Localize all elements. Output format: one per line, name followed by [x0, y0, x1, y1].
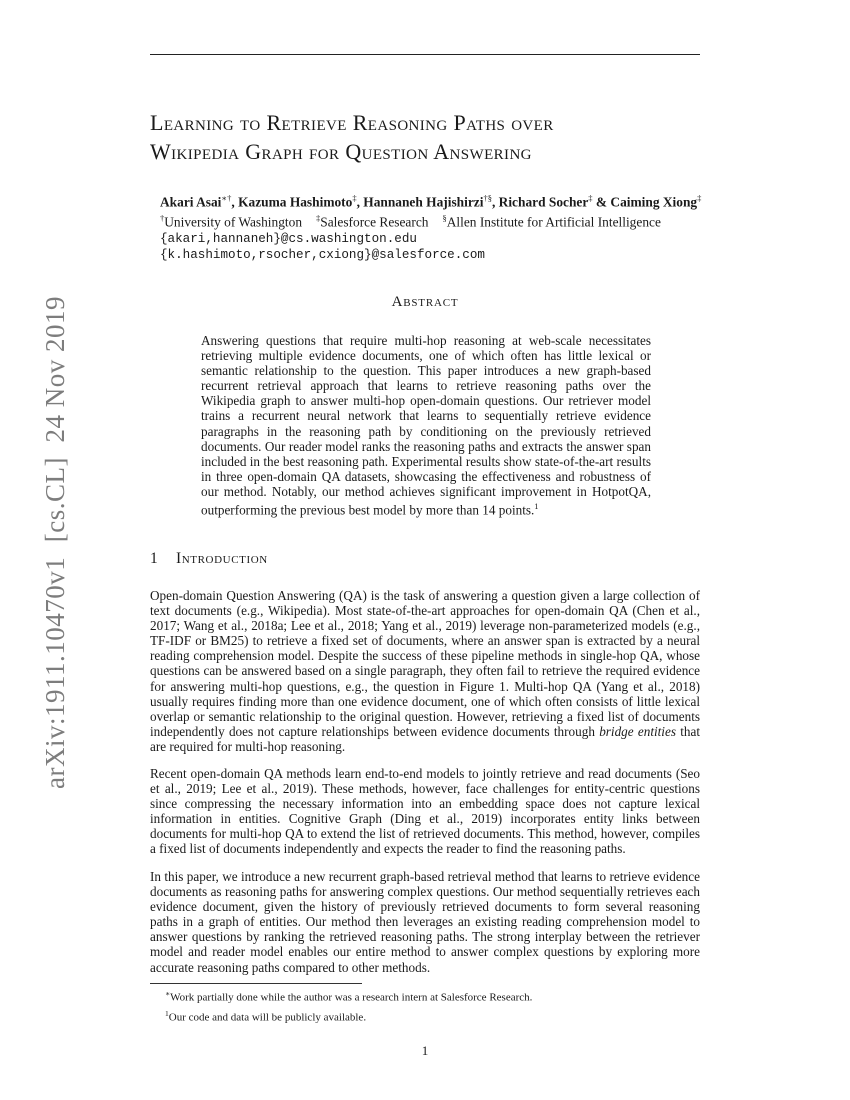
intro-paragraph-3: In this paper, we introduce a new recurrent graph-based retrieval method that learns to retrieve evidence documents as reasoning paths for answering complex questions. Our method sequentially retrieves each evidence document, given the history of previously retrieved documents to form several reasoning paths in a graph of entities. Our method then leverages an existing reading comprehension model to answer questions by ranking the retrieved reasoning paths. The strong interplay between the retriever model and reader model enables our entire method to answer complex questions by exploring more accurate reasoning paths compared to other methods.	[150, 869, 700, 975]
aff-mark: †	[160, 213, 165, 224]
footnote-text: Work partially done while the author was a research intern at Salesforce Research.	[170, 991, 533, 1004]
footnote-mark: 1	[534, 501, 539, 512]
author-mark: †§	[483, 193, 492, 203]
author-mark: ∗†	[221, 193, 232, 203]
arxiv-stamp: arXiv:1911.10470v1 [cs.CL] 24 Nov 2019	[40, 296, 70, 789]
author-sep: ,	[231, 194, 239, 210]
author-block	[160, 190, 740, 263]
author-mark: ‡	[697, 193, 702, 203]
email-line: {akari,hannaneh}@cs.washington.edu	[160, 231, 417, 246]
affiliation: Salesforce Research	[320, 214, 429, 230]
top-rule	[150, 54, 700, 55]
paragraph-text: that are required for multi-hop reasoning.	[150, 723, 700, 754]
affiliation: University of Washington	[164, 214, 303, 230]
author-name: Caiming Xiong	[610, 194, 698, 210]
section-heading	[150, 550, 268, 568]
author-names	[160, 190, 740, 210]
footnote-rule	[150, 983, 362, 984]
footnote-mark: 1	[165, 1008, 169, 1018]
title-line-1: Learning to Retrieve Reasoning Paths over	[150, 110, 554, 135]
section-number: 1	[150, 550, 158, 567]
page-number: 1	[421, 1043, 429, 1058]
abstract-text	[201, 333, 651, 518]
affiliation: Allen Institute for Artificial Intelligence	[446, 214, 661, 230]
abstract-heading: Abstract	[391, 294, 459, 310]
aff-mark: §	[442, 213, 447, 224]
aff-mark: ‡	[316, 213, 321, 224]
intro-paragraph-1	[150, 588, 700, 754]
section-title: Introduction	[176, 550, 268, 567]
author-sep: ,	[491, 194, 499, 210]
paper-title	[150, 108, 710, 166]
abstract-body: Answering questions that require multi-hop reasoning at web-scale necessitates retrieving multiple evidence documents, one of which often has little lexical or semantic relationship to the question. This paper introduces a new graph-based recurrent retrieval approach that learns to retrieve reasoning paths over the Wikipedia graph to answer multi-hop open-domain questions. Our retriever model trains a recurrent neural network that learns to sequentially retrieve evidence paragraphs in the reasoning path by conditioning on the previously retrieved documents. Our reader model ranks the reasoning paths and extracts the answer span included in the best reasoning path. Experimental results show state-of-the-art results in three open-domain QA datasets, showcasing the effectiveness and robustness of our method. Notably, our method achieves significant improvement in HotpotQA, outperforming the previous best model by more than 14 points.	[201, 333, 651, 518]
footnotes	[165, 986, 695, 1025]
author-amp: &	[592, 194, 611, 210]
emphasis-text: bridge entities	[599, 723, 676, 739]
footnote-mark: ∗	[165, 989, 171, 998]
title-line-2: Wikipedia Graph for Question Answering	[150, 139, 532, 164]
affiliations	[160, 210, 740, 230]
intro-paragraph-2: Recent open-domain QA methods learn end-to-end models to jointly retrieve and read documents (Seo et al., 2019; Lee et al., 2019). These methods, however, face challenges for entity-centric questions since compressing the necessary information into an embedding space does not capture lexical information in entities. Cognitive Graph (Ding et al., 2019) incorporates entity links between documents for multi-hop QA to extend the list of retrieved documents. This method, however, compiles a fixed list of documents independently and expects the reader to find the reasoning paths.	[150, 766, 700, 857]
footnote	[165, 1006, 695, 1026]
paragraph-text: Open-domain Question Answering (QA) is the task of answering a question given a large collection of text documents (e.g., Wikipedia). Most state-of-the-art approaches for open-domain QA (Chen et al., 2017; Wang et al., 2018a; Lee et al., 2018; Yang et al., 2019) leverage non-parameterized models (e.g., TF-IDF or BM25) to retrieve a fixed set of documents, where an answer span is extracted by a neural reading comprehension model. Despite the success of these pipeline methods in single-hop QA, whose questions can be answered based on a single paragraph, they often fail to retrieve the required evidence for answering multi-hop questions, e.g., the question in Figure 1. Multi-hop QA (Yang et al., 2018) usually requires finding more than one evidence document, one of which often consists of little lexical overlap or semantic relationship to the original question. However, retrieving a fixed list of documents independently does not capture relationships between evidence documents through	[150, 588, 700, 739]
author-mark: ‡	[588, 193, 593, 203]
author-mark: ‡	[352, 193, 357, 203]
author-name: Hannaneh Hajishirzi	[363, 194, 484, 210]
author-name: Richard Socher	[498, 194, 589, 210]
author-name: Kazuma Hashimoto	[238, 194, 353, 210]
author-sep: ,	[356, 194, 364, 210]
footnote-text: Our code and data will be publicly available.	[168, 1011, 367, 1024]
email-line: {k.hashimoto,rsocher,cxiong}@salesforce.com	[160, 247, 485, 262]
footnote	[165, 986, 695, 1006]
author-name: Akari Asai	[160, 194, 222, 210]
